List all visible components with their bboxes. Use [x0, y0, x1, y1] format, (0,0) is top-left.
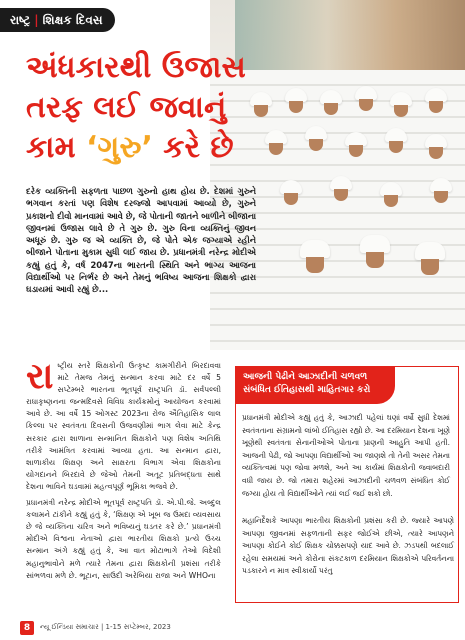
body-paragraph-2: પ્રધાનમંત્રી નરેન્દ્ર મોદીએ ભૂતપૂર્વ રાષ્ટ્રપતિ ડૉ. એ.પી.જે. અબ્દુલ કલામને ટાંકીને કહ્યું હતું કે, ‘શિક્ષણ એ ખૂબ જ ઉમદા વ્યવસાય છે જે વ્યક્તિના ચરિત્ર અને ભવિષ્યનું ઘડતર કરે છે.’ પ્રધાનમંત્રી મોદીએ વિશ્વના નેતાઓ દ્વારા ભારતીય શિક્ષકો પ્રત્યે ઉચ્ચ સન્માન અંગે કહ્યું હતું કે, આ વાત મોટાભાગે તેઓ વિદેશી મહાનુભાવોને મળે ત્યારે તેમના દ્વારા શિક્ષકોની પ્રશંસા તરીકે સાંભળવા મળે છે. ભૂટાન, સાઉદી અરેબિયા રાજા અને WHOના: [26, 498, 221, 580]
page-number: 8: [20, 621, 34, 635]
body-left-column: [26, 356, 221, 582]
sidebar-box-text: પ્રધાનમંત્રી મોદીએ કહ્યું હતું કે, આઝાદી પહેલાં ઘણાં વર્ષો સુધી દેશમાં સ્વતંત્રતાના સંગ્રામનો લાંબો ઈતિહાસ રહ્યો છે. આ દરમિયાન દેશના ખૂણે ખૂણેથી સ્વતંત્રતા સેનાનીઓએ પોતાના પ્રાણની આહુતિ આપી હતી. આજની પેઢી, જો આપણા વિદ્યાર્થીઓ આ જાણશે તો તેની અસર તેમના વ્યક્તિત્વમાં પણ જોવા મળશે, અને આ કાર્યમાં શિક્ષકોની જવાબદારી વધી જાય છે. જો તમારા શહેરમાં આઝાદીની ચળવળ સંબંધિત કોઈ જગ્યા હોય તો વિદ્યાર્થીઓને ત્યાં લઈ જઈ શકો છો.: [242, 413, 450, 498]
section-tag-prefix: રાષ્ટ્ર: [10, 12, 31, 27]
body-right-column: મહાનિર્દેશકે આપણા ભારતીય શિક્ષકોની પ્રશંસા કરી છે. જ્યારે આપણે આપણા જીવનમાં સફળતાની સફર જોઈએ છીએ, ત્યારે આપણને આપણા કોઈને કોઈ શિક્ષક ચોક્કસપણે યાદ આવે છે. ઝડપથી બદલાઈ રહેલા સમયમાં અને કોરોના સંકટકાળ દરમિયાન શિક્ષકોએ પરિવર્તનના પડકારને ન માત્ર સ્વીકાર્યો પરંતુ: [242, 516, 454, 576]
title-line-2: તરફ લઈ જવાનું: [26, 90, 227, 125]
photo-banner: [235, 0, 465, 80]
page-footer: [0, 618, 465, 640]
title-line-3-pre: કામ: [26, 130, 87, 165]
sidebar-box-title: આજની પેઢીને આઝાદીની ચળવળ સંબંધિત ઈતિહાસથી માહિતગાર કરો: [235, 366, 395, 404]
page-title: [26, 48, 266, 168]
section-tag: [0, 8, 115, 32]
body-paragraph-1: ષ્ટ્રીય સ્તરે શિક્ષકોની ઉત્કૃષ્ટ કામગીરીને બિરદાવવા માટે તેમજ તેમનું સન્માન કરવા માટે દર વર્ષે 5 સપ્ટેમ્બરે ભારતના ભૂતપૂર્વ રાષ્ટ્રપતિ ડૉ. સર્વપલ્લી રાધાકૃષ્ણનના જન્મદિવસે વિવિધ કાર્યક્રમોનું આયોજન કરવામાં આવે છે. આ વર્ષે 15 ઓગસ્ટ 2023ના રોજ ઐતિહાસિક લાલ કિલ્લા પર સ્વતંત્રતા દિવસની ઉજવણીમાં ભાગ લેવા માટે કેન્દ્ર સરકાર દ્વારા શાળાના સન્માનિત શિક્ષકોને પણ વિશેષ અતિથિ તરીકે આમંત્રિત કરવામાં આવ્યા હતા. આ સન્માન દ્વારા, શાળાકીય શિક્ષણ અને સાક્ષરતા વિભાગ એવા શિક્ષકોના યોગદાનને બિરદાવે છે જેઓ તેમની અતૂટ પ્રતિબદ્ધતા સાથે દેશના ભાવિને ઘડવામાં મહત્વપૂર્ણ ભૂમિકા ભજવે છે.: [26, 361, 221, 491]
section-tag-separator: |: [34, 13, 39, 27]
magazine-name: ન્યૂ ઈન્ડિયા સમાચાર | 1-15 સપ્ટેમ્બર, 2023: [40, 623, 171, 631]
title-line-3: [26, 128, 266, 168]
drop-cap: રા: [26, 356, 54, 397]
section-tag-label: શિક્ષક દિવસ: [42, 12, 103, 27]
title-highlight: ‘ગુરુ’: [86, 130, 153, 165]
title-line-3-post: કરે છે: [152, 130, 234, 165]
title-line-1: અંધકારથી ઉજાસ: [26, 50, 246, 85]
intro-paragraph: દરેક વ્યક્તિની સફળતા પાછળ ગુરુનો હાથ હોય છે. દેશમાં ગુરુને ભગવાન કરતાં પણ વિશેષ દરજ્જો આપવામાં આવ્યો છે, ગુરુને પ્રકાશનો દીવો માનવામાં આવે છે, જે પોતાની જાતને બાળીને બીજાના જીવનમાં ઉજાસ લાવે છે તે ગુરુ છે. ગુરુ વિના વ્યક્તિનું જીવન અધૂરું છે. ગુરુ જ એ વ્યક્તિ છે, જે પોતે એક જગ્યાએ રહીને બીજાને પોતાના મુકામ સુધી લઈ જાય છે. પ્રધાનમંત્રી નરેન્દ્ર મોદીએ કહ્યું હતું કે, વર્ષ 2047ના ભારતની સ્થિતિ અને ભાગ્ય આજના વિદ્યાર્થીઓ પર નિર્ભર છે અને તેમનું ભવિષ્ય આજના શિક્ષકો દ્વારા ઘડાયમાં આવી રહ્યું છે...: [26, 186, 256, 295]
